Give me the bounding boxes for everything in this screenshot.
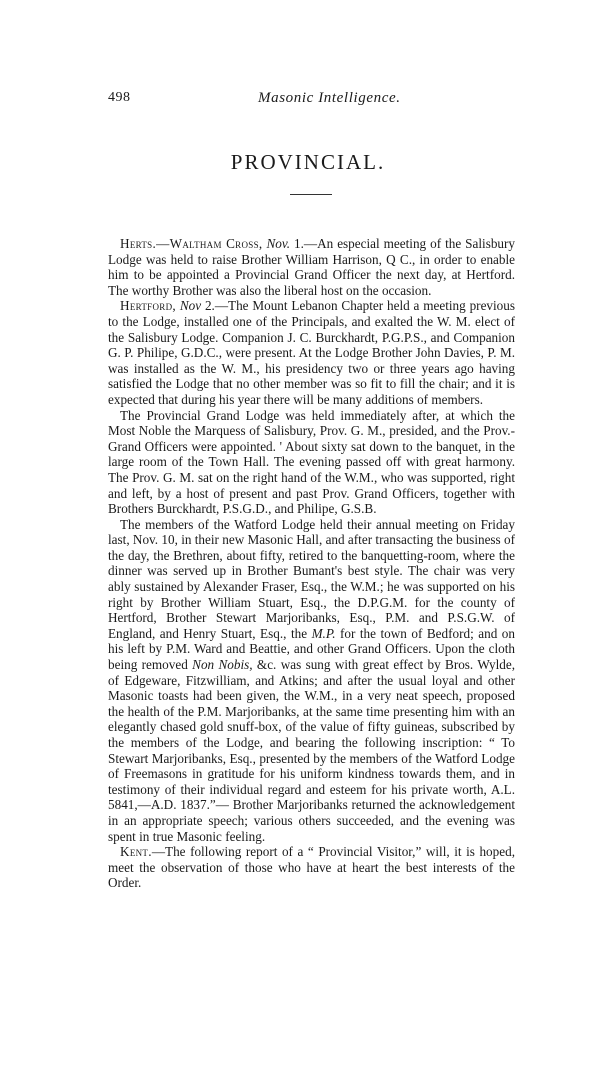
paragraph-provincial-grand-lodge: The Provincial Grand Lodge was held immediately after, at which the Most Noble the Marquess of Salisbury, Prov. G. M., presided, and the Prov.-Grand Officers were appointed. ' About sixty sat down to the banquet, in the large room of the Town Hall. The evening passed off with great harmony. The Prov. G. M. sat on the right hand of the W.M., who was supported, right and left, by a host of present and past Prov. Grand Officers, together with Brothers Burckhardt, P.S.G.D., and Philipe, G.S.B.: [108, 407, 515, 517]
paragraph-date: Nov: [179, 298, 202, 314]
paragraph-text: &c. was sung with great effect by Bros. Wylde, of Edgeware, Fitzwilliam, and Atkins; and after the usual loyal and other Masonic toasts had been given, the W.M., in a very neat speech, proposed the health of the P.M. Marjoribanks, at the same time presenting him with an elegantly chased gold snuff-box, of the value of fifty guineas, subscribed by the members of the Lodge, and bearing the following inscription: “ To Stewart Marjoribanks, Esq., presented by the members of the Watford Lodge of Freemasons in gratitude for his uniform kindness towards them, and in testimony of their individual regard and esteem for his private worth, A.L. 5841,—A.D. 1837.”— Brother Marjoribanks returned the acknowledgement in an appropriate speech; various others succeeded, and the evening was spent in true Masonic feeling.: [108, 657, 516, 844]
paragraph-text: for the town of Bedford; and on his left by P.M. Ward and Beattie, and other Grand Officers. Upon the cloth being removed: [108, 625, 515, 673]
paragraph-text: 2.—The Mount Lebanon Chapter held a meeting previous to the Lodge, installed one of the Principals, and exalted the W. M. elect of the Salisbury Lodge. Companion J. C. Burckhardt, P.G.P.S., and Companion G. P. Philipe, G.D.C., were present. At the Lodge Brother John Davies, P. M. was installed as the W. M., his presidency two or three years ago having satisfied the Lodge that no other member was so fit to fill the chair; and it is expected that during his year there will be many additions of members.: [108, 298, 516, 407]
paragraph-herts: [108, 236, 515, 298]
paragraph-hertford: [108, 298, 515, 407]
title-rule: [290, 194, 332, 195]
paragraph-lead: Kent.: [120, 844, 152, 860]
article-body: [108, 236, 515, 891]
paragraph-text: —The following report of a “ Provincial Visitor,” will, it is hoped, meet the observation of those who have at heart the best interests of the Order.: [108, 844, 515, 891]
paragraph-watford-lodge: [108, 517, 515, 844]
paragraph-text: The members of the Watford Lodge held their annual meeting on Friday last, Nov. 10, in their new Masonic Hall, and after transacting the business of the day, the Brethren, about fifty, retired to the banquetting-room, where the dinner was served up in Brother Bumant's best style. The chair was very ably sustained by Alexander Fraser, Esq., the W.M.; he was supported on his right by Brother William Stuart, Esq., the D.P.G.M. for the county of Hertford, Brother Stewart Marjoribanks, Esq., P.M. and P.S.G.W. of England, and Henry Stuart, Esq., the: [108, 516, 515, 641]
running-title: Masonic Intelligence.: [258, 90, 401, 106]
section-title: PROVINCIAL.: [230, 150, 386, 174]
paragraph-text: 1.—An especial meeting of the Salisbury Lodge was held to raise Brother William Harrison, Q C., in order to enable him to be appointed a Provincial Grand Officer the next day, at Hertford. The worthy Brother was also the liberal host on the occasion.: [108, 236, 515, 298]
paragraph-date: Nov.: [266, 236, 291, 251]
paragraph-lead: Hertford,: [120, 298, 176, 314]
emphasis-mp: M.P.: [311, 625, 336, 641]
paragraph-lead: Herts.—Waltham Cross,: [120, 236, 263, 251]
page-number: 498: [108, 90, 131, 105]
running-head: [108, 90, 508, 112]
emphasis-non-nobis: Non Nobis,: [192, 657, 253, 673]
paragraph-kent: [108, 844, 515, 891]
